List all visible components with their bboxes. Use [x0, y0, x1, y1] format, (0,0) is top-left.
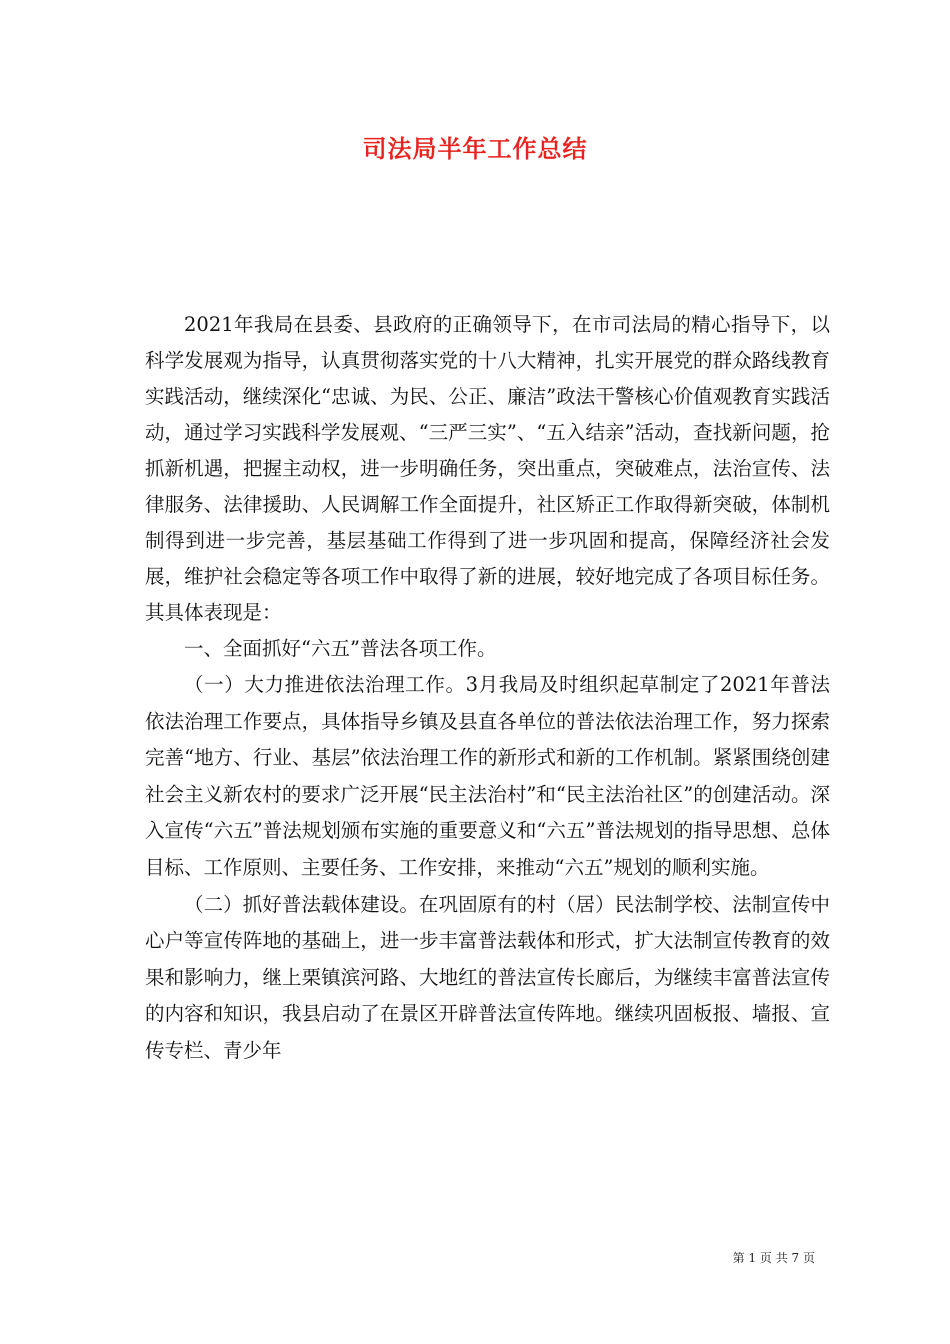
paragraph-subsection-1: （一）大力推进依法治理工作。3月我局及时组织起草制定了2021年普法依法治理工作要点，具体指导乡镇及县直各单位的普法依法治理工作，努力探索完善“地方、行业、基层”依法治理工作的新形式和新的工作机制。紧紧围绕创建社会主义新农村的要求广泛开展“民主法治村”和“民主法治社区”的创建活动。深入宣传“六五”普法规划颁布实施的重要意义和“六五”普法规划的指导思想、总体目标、工作原则、主要任务、工作安排，来推动“六五”规划的顺利实施。 — [145, 673, 830, 879]
page-number-footer: 第 1 页 共 7 页 — [732, 1251, 815, 1265]
document-body — [145, 307, 830, 1070]
paragraph-subsection-2: （二）抓好普法载体建设。在巩固原有的村（居）民法制学校、法制宣传中心户等宣传阵地的基础上，进一步丰富普法载体和形式，扩大法制宣传教育的效果和影响力，继上栗镇滨河路、大地红的普法宣传长廊后，为继续丰富普法宣传的内容和知识，我县启动了在景区开辟普法宣传阵地。继续巩固板报、墙报、宣传专栏、青少年 — [145, 892, 830, 1062]
paragraph-intro: 2021年我局在县委、县政府的正确领导下，在市司法局的精心指导下，以科学发展观为指导，认真贯彻落实党的十八大精神，扎实开展党的群众路线教育实践活动，继续深化“忠诚、为民、公正、廉洁”政法干警核心价值观教育实践活动，通过学习实践科学发展观、“三严三实”、“五入结亲”活动，查找新问题，抢抓新机遇，把握主动权，进一步明确任务，突出重点，突破难点，法治宣传、法律服务、法律援助、人民调解工作全面提升，社区矫正工作取得新突破，体制机制得到进一步完善，基层基础工作得到了进一步巩固和提高，保障经济社会发展，维护社会稳定等各项工作中取得了新的进展，较好地完成了各项目标任务。其具体表现是： — [145, 313, 830, 624]
page-title: 司法局半年工作总结 — [362, 134, 588, 163]
section-heading-1: 一、全面抓好“六五”普法各项工作。 — [184, 637, 497, 660]
